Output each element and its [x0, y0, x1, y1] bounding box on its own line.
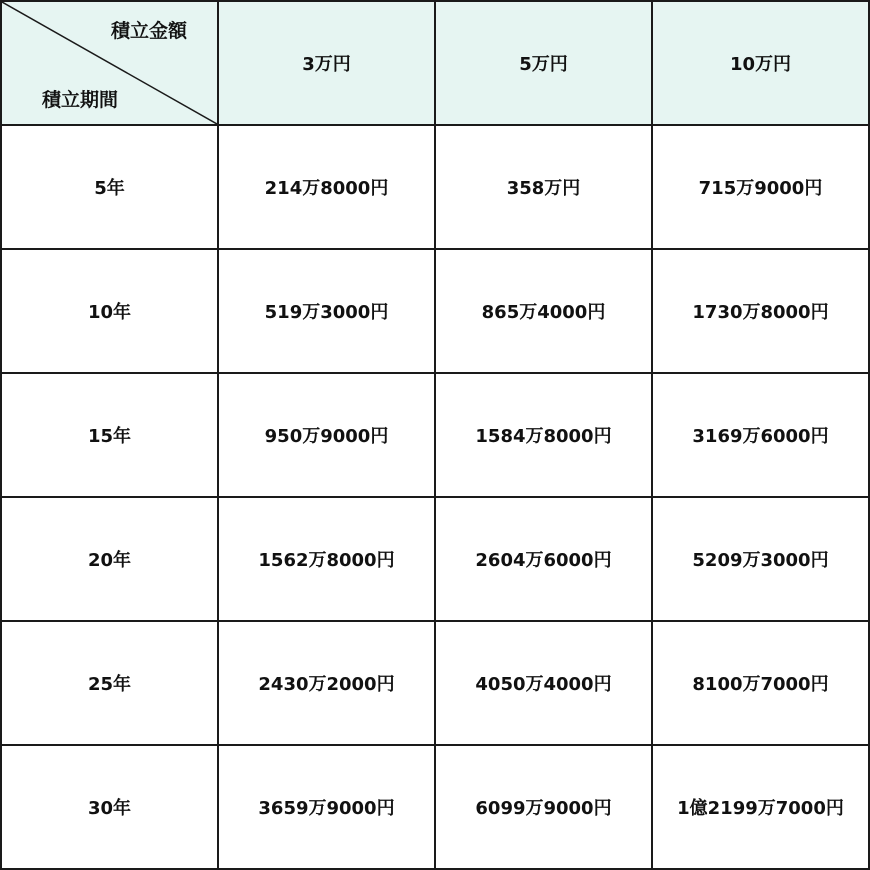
period-axis-label: 積立期間	[42, 89, 119, 111]
table-row	[1, 497, 869, 621]
row-header-period: 5年	[1, 125, 218, 249]
table-row	[1, 745, 869, 869]
table-cell: 6099万9000円	[435, 745, 652, 869]
table-cell: 214万8000円	[218, 125, 435, 249]
table-cell: 865万4000円	[435, 249, 652, 373]
table-cell: 950万9000円	[218, 373, 435, 497]
amount-axis-label: 積立金額	[110, 20, 187, 42]
table-cell: 8100万7000円	[652, 621, 869, 745]
row-header-period: 20年	[1, 497, 218, 621]
table-cell: 519万3000円	[218, 249, 435, 373]
table-cell: 1584万8000円	[435, 373, 652, 497]
table-cell: 5209万3000円	[652, 497, 869, 621]
header-row	[1, 1, 869, 125]
table-row	[1, 249, 869, 373]
table-cell: 2604万6000円	[435, 497, 652, 621]
column-header-3man: 3万円	[218, 1, 435, 125]
table-row	[1, 373, 869, 497]
row-header-period: 30年	[1, 745, 218, 869]
table-cell: 1億2199万7000円	[652, 745, 869, 869]
table-cell: 3659万9000円	[218, 745, 435, 869]
row-header-period: 25年	[1, 621, 218, 745]
row-header-period: 15年	[1, 373, 218, 497]
table-cell: 3169万6000円	[652, 373, 869, 497]
table-cell: 715万9000円	[652, 125, 869, 249]
table-cell: 4050万4000円	[435, 621, 652, 745]
corner-header-cell	[1, 1, 218, 125]
table-cell: 358万円	[435, 125, 652, 249]
column-header-10man: 10万円	[652, 1, 869, 125]
table-cell: 1730万8000円	[652, 249, 869, 373]
column-header-5man: 5万円	[435, 1, 652, 125]
table-cell: 2430万2000円	[218, 621, 435, 745]
table-cell: 1562万8000円	[218, 497, 435, 621]
table-row	[1, 125, 869, 249]
table-row	[1, 621, 869, 745]
row-header-period: 10年	[1, 249, 218, 373]
